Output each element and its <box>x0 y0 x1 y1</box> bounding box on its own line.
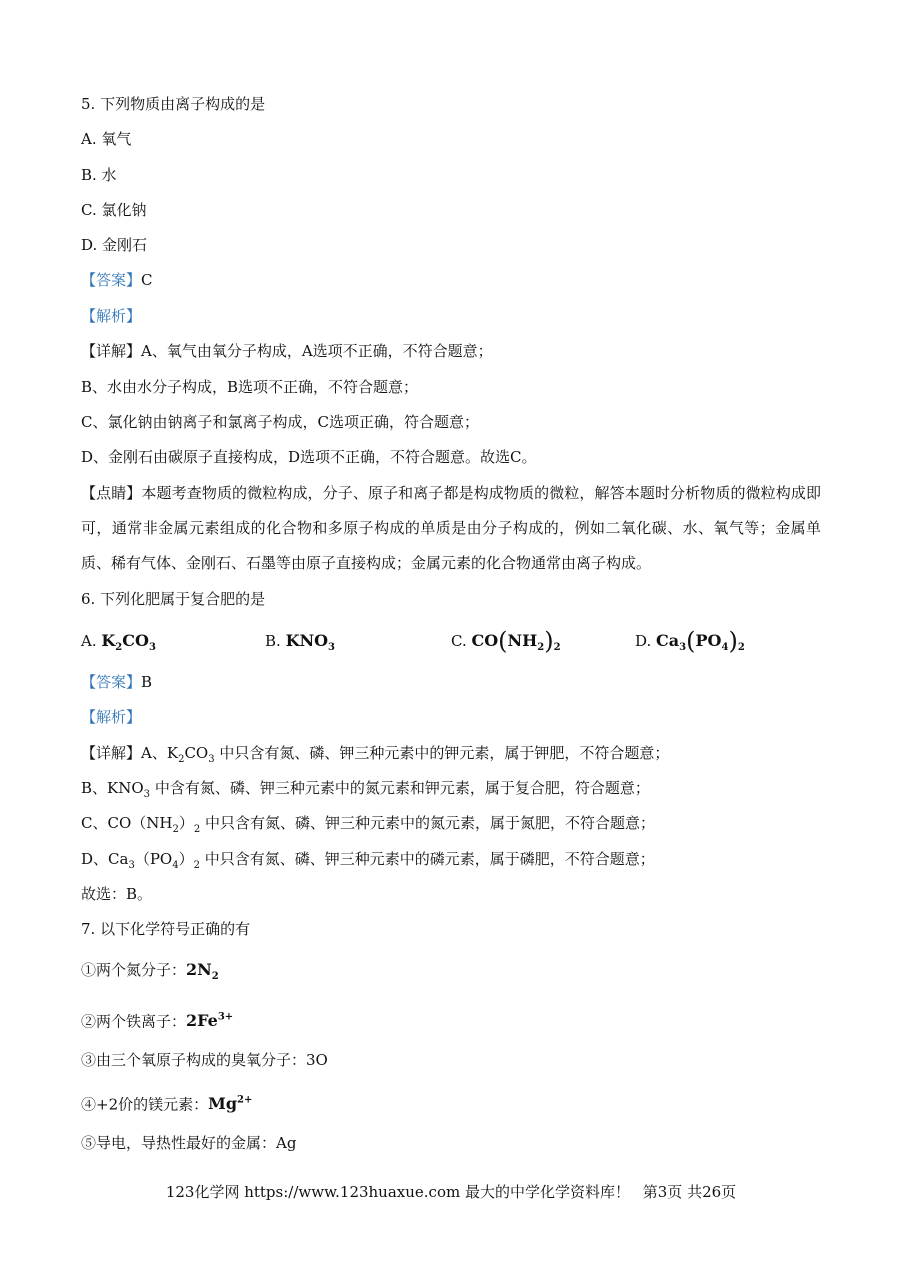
q6-option-d: D. $Ca_3(PO_4)_2$ <box>635 627 745 655</box>
formula-urea: $CO(NH_2)_2$ <box>471 627 561 655</box>
answer-value: B <box>141 673 153 691</box>
q5-comment: 【点睛】本题考查物质的微粒构成，分子、原子和离子都是构成物质的微粒，解答本题时分析物质的微粒构成即可，通常非金属元素组成的化合物和多原子构成的单质是由分子构成的，例如二氧化碳、水、氧气等；金属单质、稀有气体、金刚石、石墨等由原子直接构成；金属元素的化合物通常由离子构成。 <box>81 484 821 572</box>
formula-mg2plus: $Mg^{2+}$ <box>208 1094 253 1114</box>
formula-k2co3: $K_2CO_3$ <box>101 631 156 654</box>
comment-tag: 【点睛】 <box>81 484 142 502</box>
q6-detail-d: D、$Ca_3(PO_4)_2$ 中只含有氮、磷、钾三种元素中的磷元素，属于磷肥，不符合题意； <box>81 850 655 871</box>
q7-item-1: ①两个氮分子：$2N_2$ <box>81 960 219 983</box>
q7-item-5: ⑤导电，导热性最好的金属：Ag <box>81 1134 297 1152</box>
q6-answer <box>81 672 152 692</box>
q7-item-2: ②两个铁离子：$2Fe^{3+}$ <box>81 1011 234 1031</box>
q5-detail-a: 【详解】A、氧气由氧分子构成，A选项不正确，不符合题意； <box>81 342 493 360</box>
q5-answer <box>81 270 153 290</box>
q5-option-c: C. 氯化钠 <box>81 201 147 219</box>
q5-analysis-tag: 【解析】 <box>81 307 142 325</box>
q5-option-a: A. 氧气 <box>81 130 132 148</box>
detail-tag: 【详解】 <box>81 744 142 762</box>
q5-detail-b: B、水由水分子构成，B选项不正确，不符合题意； <box>81 378 419 396</box>
q5-option-d: D. 金刚石 <box>81 236 148 254</box>
q6-option-c: C. $CO(NH_2)_2$ <box>451 627 561 655</box>
formula-kno3: $KNO_3$ <box>285 631 336 654</box>
q6-detail-c: C、$CO(NH_2)_2$ 中只含有氮、磷、钾三种元素中的氮元素，属于氮肥，不符合题意； <box>81 814 656 835</box>
q5-option-b: B. 水 <box>81 166 117 184</box>
answer-value: C <box>141 271 153 289</box>
answer-tag: 【答案】 <box>81 673 142 691</box>
q5-detail-d: D、金刚石由碳原子直接构成，D选项不正确，不符合题意。故选C。 <box>81 448 537 466</box>
footer-site: 123化学网 https://www.123huaxue.com 最大的中学化学资料库！ <box>165 1183 630 1201</box>
q6-option-a: A. $K_2CO_3$ <box>81 631 156 654</box>
q6-conclusion: 故选：B。 <box>81 885 153 903</box>
q6-detail-b: B、$KNO_3$ 中含有氮、磷、钾三种元素中的氮元素和钾元素，属于复合肥，符合题意； <box>81 779 650 800</box>
q6-option-b: B. $KNO_3$ <box>265 631 336 654</box>
formula-2n2: $2N_2$ <box>186 960 219 983</box>
q6-stem: 6. 下列化肥属于复合肥的是 <box>81 590 266 608</box>
q6-detail-a: 【详解】A、$K_2CO_3$ 中只含有氮、磷、钾三种元素中的钾元素，属于钾肥，不符合题意； <box>81 744 670 765</box>
detail-tag: 【详解】 <box>81 342 142 360</box>
formula-ca3po42: $Ca_3(PO_4)_2$ <box>656 627 745 655</box>
answer-tag: 【答案】 <box>81 271 142 289</box>
formula-2fe3plus: $2Fe^{3+}$ <box>186 1011 234 1031</box>
q7-item-3: ③由三个氧原子构成的臭氧分子：3O <box>81 1051 328 1069</box>
q5-detail-c: C、氯化钠由钠离子和氯离子构成，C选项正确，符合题意； <box>81 413 479 431</box>
q5-stem: 5. 下列物质由离子构成的是 <box>81 95 266 113</box>
q7-stem: 7. 以下化学符号正确的有 <box>81 920 251 938</box>
q7-item-4: ④+2价的镁元素：$Mg^{2+}$ <box>81 1094 253 1114</box>
q6-analysis-tag: 【解析】 <box>81 708 142 726</box>
page-footer <box>0 1181 902 1202</box>
footer-page-number: 第3页 共26页 <box>642 1183 737 1201</box>
